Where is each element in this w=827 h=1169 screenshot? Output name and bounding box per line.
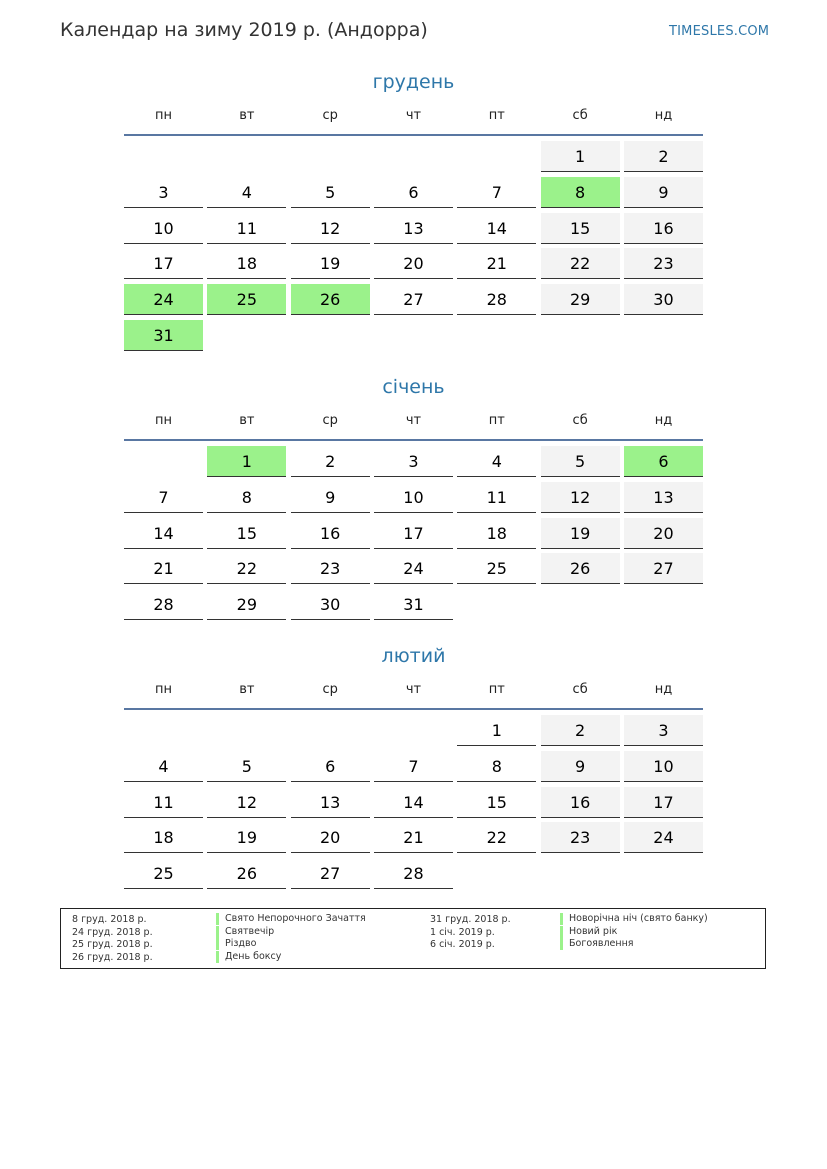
weekday-header [124, 411, 703, 431]
empty-cell [457, 141, 536, 172]
day-cell: 28 [457, 284, 536, 315]
weekday-label: сб [572, 108, 588, 123]
day-cell: 3 [624, 715, 703, 746]
day-cell: 27 [291, 858, 370, 889]
legend-date: 8 груд. 2018 р. [72, 914, 147, 925]
day-cell: 7 [457, 177, 536, 208]
day-cell: 22 [207, 553, 286, 584]
day-grid [124, 714, 703, 893]
month-title: грудень [372, 71, 455, 93]
legend-holiday-name: Святвечір [216, 926, 274, 938]
day-cell: 30 [291, 589, 370, 620]
legend-holiday-name: Новорічна ніч (свято банку) [560, 913, 708, 925]
weekday-label: ср [322, 413, 338, 428]
month-title: лютий [381, 645, 446, 667]
day-cell: 2 [541, 715, 620, 746]
legend-date: 26 груд. 2018 р. [72, 952, 153, 963]
day-cell: 28 [374, 858, 453, 889]
day-cell: 10 [624, 751, 703, 782]
month-december [124, 68, 703, 355]
day-cell: 23 [624, 248, 703, 279]
day-cell: 1 [457, 715, 536, 746]
day-cell: 15 [541, 213, 620, 244]
page-title: Календар на зиму 2019 р. (Андорра) [60, 19, 428, 41]
day-cell: 11 [457, 482, 536, 513]
legend-holiday-name: Різдво [216, 938, 256, 950]
day-cell: 25 [124, 858, 203, 889]
weekday-label: нд [654, 108, 673, 123]
empty-cell [124, 446, 203, 477]
day-cell: 2 [291, 446, 370, 477]
day-cell: 1 [541, 141, 620, 172]
weekday-label: чт [405, 108, 422, 123]
day-cell: 7 [124, 482, 203, 513]
day-cell: 23 [541, 822, 620, 853]
day-cell: 13 [374, 213, 453, 244]
weekday-header [124, 106, 703, 126]
legend-holiday-name: Свято Непорочного Зачаття [216, 913, 366, 925]
empty-cell [374, 715, 453, 746]
day-cell: 20 [291, 822, 370, 853]
day-cell: 11 [207, 213, 286, 244]
weekday-rule [124, 439, 703, 441]
day-cell: 18 [457, 518, 536, 549]
weekday-label: вт [239, 108, 255, 123]
legend-holiday-name: Богоявлення [560, 938, 634, 950]
day-cell: 23 [291, 553, 370, 584]
legend-date: 24 груд. 2018 р. [72, 927, 153, 938]
legend-holiday-name: День боксу [216, 951, 281, 963]
day-cell: 26 [541, 553, 620, 584]
weekday-label: вт [239, 682, 255, 697]
day-cell: 25 [457, 553, 536, 584]
empty-cell [291, 715, 370, 746]
day-cell: 20 [624, 518, 703, 549]
day-cell: 14 [124, 518, 203, 549]
day-cell: 24 [374, 553, 453, 584]
day-cell: 12 [291, 213, 370, 244]
day-grid [124, 445, 703, 624]
day-cell: 13 [624, 482, 703, 513]
weekday-rule [124, 708, 703, 710]
empty-cell [207, 141, 286, 172]
day-cell: 12 [207, 787, 286, 818]
day-cell: 15 [207, 518, 286, 549]
weekday-label: пт [488, 108, 505, 123]
day-cell: 15 [457, 787, 536, 818]
weekday-label: вт [239, 413, 255, 428]
day-cell: 17 [374, 518, 453, 549]
day-cell: 7 [374, 751, 453, 782]
day-cell: 5 [541, 446, 620, 477]
day-cell: 19 [291, 248, 370, 279]
month-title: січень [382, 376, 445, 398]
month-february [124, 642, 703, 893]
empty-cell [374, 141, 453, 172]
day-cell: 6 [374, 177, 453, 208]
weekday-label: сб [572, 682, 588, 697]
month-january [124, 373, 703, 624]
weekday-label: пн [155, 108, 172, 123]
day-cell: 4 [124, 751, 203, 782]
weekday-header [124, 680, 703, 700]
day-cell: 10 [124, 213, 203, 244]
day-cell: 28 [124, 589, 203, 620]
day-cell: 11 [124, 787, 203, 818]
day-cell: 9 [291, 482, 370, 513]
day-cell: 21 [124, 553, 203, 584]
holiday-day-cell: 31 [124, 320, 203, 351]
day-cell: 26 [207, 858, 286, 889]
weekday-label: сб [572, 413, 588, 428]
day-cell: 9 [541, 751, 620, 782]
day-cell: 29 [541, 284, 620, 315]
holiday-day-cell: 24 [124, 284, 203, 315]
day-cell: 18 [124, 822, 203, 853]
day-cell: 17 [124, 248, 203, 279]
holiday-day-cell: 1 [207, 446, 286, 477]
weekday-label: пт [488, 413, 505, 428]
day-cell: 31 [374, 589, 453, 620]
day-cell: 19 [541, 518, 620, 549]
day-cell: 27 [374, 284, 453, 315]
weekday-label: пт [488, 682, 505, 697]
day-cell: 8 [457, 751, 536, 782]
day-cell: 22 [541, 248, 620, 279]
day-cell: 16 [541, 787, 620, 818]
day-cell: 9 [624, 177, 703, 208]
day-cell: 8 [207, 482, 286, 513]
weekday-label: чт [405, 413, 422, 428]
day-cell: 3 [124, 177, 203, 208]
legend-date: 1 січ. 2019 р. [430, 927, 495, 938]
weekday-label: пн [155, 682, 172, 697]
day-cell: 22 [457, 822, 536, 853]
day-cell: 5 [291, 177, 370, 208]
weekday-label: ср [322, 682, 338, 697]
day-cell: 27 [624, 553, 703, 584]
day-cell: 16 [624, 213, 703, 244]
day-cell: 14 [457, 213, 536, 244]
day-cell: 5 [207, 751, 286, 782]
holiday-legend [60, 908, 766, 969]
site-link[interactable]: TIMESLES.COM [669, 24, 770, 39]
day-cell: 19 [207, 822, 286, 853]
day-cell: 21 [374, 822, 453, 853]
weekday-label: пн [155, 413, 172, 428]
weekday-label: нд [654, 413, 673, 428]
day-cell: 14 [374, 787, 453, 818]
legend-date: 6 січ. 2019 р. [430, 939, 495, 950]
holiday-day-cell: 6 [624, 446, 703, 477]
legend-date: 25 груд. 2018 р. [72, 939, 153, 950]
day-cell: 21 [457, 248, 536, 279]
weekday-rule [124, 134, 703, 136]
day-cell: 17 [624, 787, 703, 818]
day-cell: 2 [624, 141, 703, 172]
empty-cell [207, 715, 286, 746]
day-cell: 13 [291, 787, 370, 818]
empty-cell [124, 141, 203, 172]
holiday-day-cell: 25 [207, 284, 286, 315]
day-cell: 10 [374, 482, 453, 513]
day-cell: 24 [624, 822, 703, 853]
empty-cell [291, 141, 370, 172]
day-cell: 18 [207, 248, 286, 279]
day-grid [124, 140, 703, 355]
day-cell: 20 [374, 248, 453, 279]
weekday-label: ср [322, 108, 338, 123]
day-cell: 29 [207, 589, 286, 620]
empty-cell [124, 715, 203, 746]
legend-holiday-name: Новий рік [560, 926, 617, 938]
day-cell: 3 [374, 446, 453, 477]
holiday-day-cell: 8 [541, 177, 620, 208]
day-cell: 4 [207, 177, 286, 208]
day-cell: 12 [541, 482, 620, 513]
day-cell: 4 [457, 446, 536, 477]
day-cell: 16 [291, 518, 370, 549]
weekday-label: нд [654, 682, 673, 697]
legend-date: 31 груд. 2018 р. [430, 914, 511, 925]
day-cell: 6 [291, 751, 370, 782]
weekday-label: чт [405, 682, 422, 697]
holiday-day-cell: 26 [291, 284, 370, 315]
day-cell: 30 [624, 284, 703, 315]
